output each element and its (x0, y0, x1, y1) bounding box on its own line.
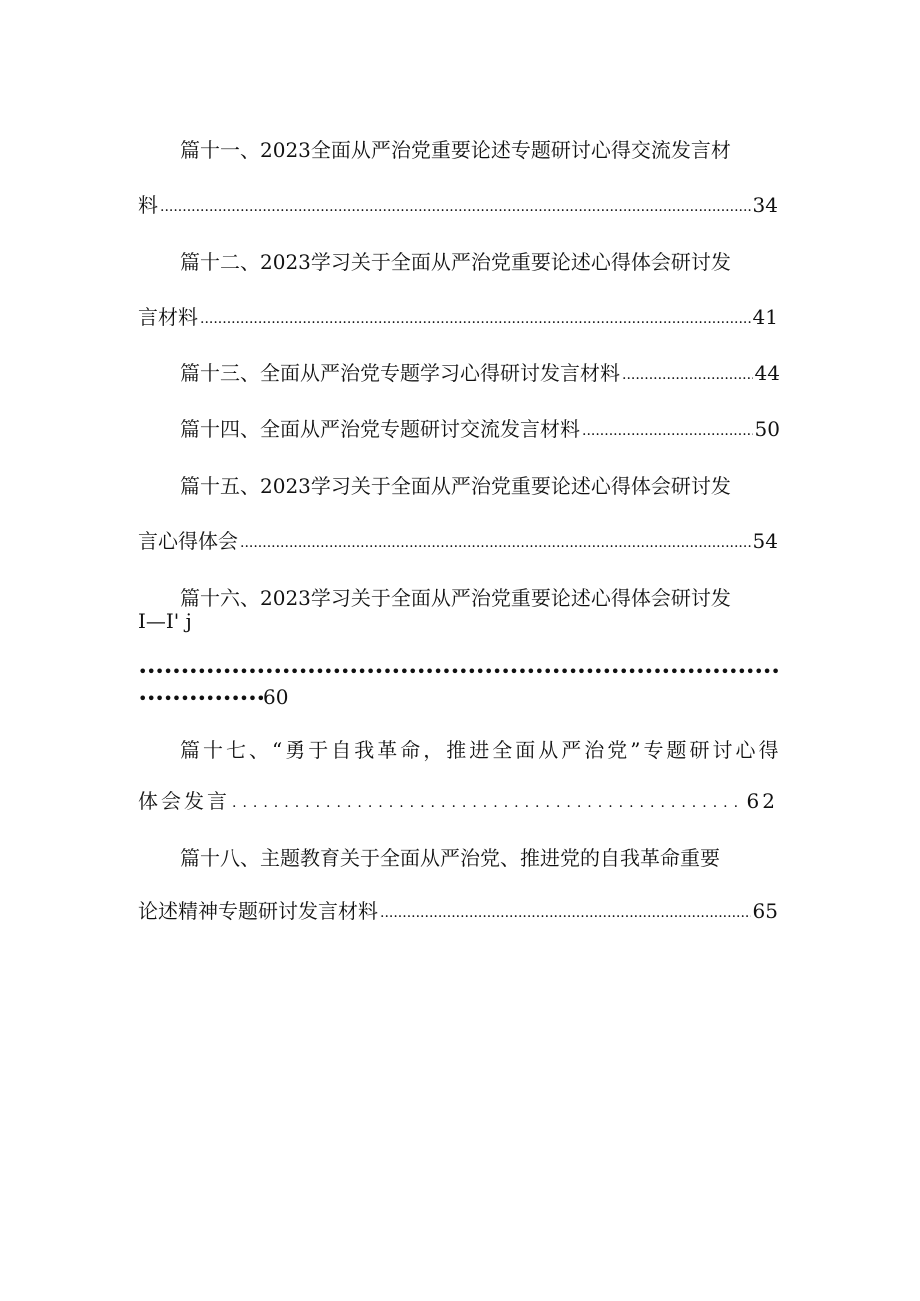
toc-entry-17-title[interactable] (180, 735, 780, 765)
toc-page-number: 60 (263, 687, 289, 707)
bullet-leader (138, 662, 778, 682)
toc-entry-11-title[interactable] (180, 135, 780, 165)
toc-entry-title: 篇十八、主题教育关于全面从严治党、推进党的自我革命重要 (180, 846, 720, 870)
toc-entry-title: 篇十四、全面从严治党专题研讨交流发言材料 (180, 417, 580, 441)
toc-entry-13[interactable] (180, 358, 780, 388)
toc-entry-title: 篇十五、2023学习关于全面从严治党重要论述心得体会研讨发 (180, 474, 731, 498)
toc-entry-12-continuation[interactable] (138, 302, 778, 332)
toc-page-number: 50 (754, 417, 780, 441)
toc-entry-17-continuation[interactable] (138, 786, 778, 816)
dot-leader (160, 192, 751, 222)
dot-leader (200, 304, 751, 334)
dot-leader (582, 416, 753, 446)
toc-entry-title: 篇十一、2023全面从严治党重要论述专题研讨心得交流发言材 (180, 138, 731, 162)
toc-entry-title-cont: 论述精神专题研讨发言材料 (138, 899, 378, 923)
toc-entry-15-continuation[interactable] (138, 526, 778, 556)
toc-page-number: 54 (752, 529, 778, 553)
toc-entry-title-cont: 言材料 (138, 305, 198, 329)
toc-entry-title: 篇十七、“勇于自我革命，推进全面从严治党”专题研讨心得 (180, 738, 782, 762)
toc-entry-16-continuation[interactable] (138, 606, 778, 636)
toc-entry-title-cont: 体会发言 (138, 789, 230, 813)
toc-entry-title-cont: 料 (138, 193, 158, 217)
dot-leader (240, 528, 751, 558)
toc-page-number: 65 (752, 899, 778, 923)
dot-leader (380, 898, 751, 928)
toc-entry-15-title[interactable] (180, 471, 780, 501)
toc-page-number: 44 (754, 361, 780, 385)
dot-leader (622, 360, 753, 390)
toc-page-number: 41 (752, 305, 778, 329)
toc-entry-title: 篇十二、2023学习关于全面从严治党重要论述心得体会研讨发 (180, 250, 731, 274)
toc-entry-title-cont: 言心得体会 (138, 529, 238, 553)
toc-entry-16-page-line[interactable] (138, 687, 778, 707)
dot-leader (232, 788, 745, 818)
toc-page-number: 34 (752, 193, 778, 217)
toc-entry-title: 篇十六、2023学习关于全面从严治党重要论述心得体会研讨发 (180, 586, 731, 610)
toc-page-number: 62 (746, 789, 778, 813)
toc-entry-11-continuation[interactable] (138, 190, 778, 220)
toc-entry-12-title[interactable] (180, 247, 780, 277)
bullet-leader (138, 689, 263, 707)
toc-entry-title: 篇十三、全面从严治党专题学习心得研讨发言材料 (180, 361, 620, 385)
toc-entry-18-continuation[interactable] (138, 896, 778, 926)
toc-entry-title-cont: I—I' j (138, 609, 192, 633)
toc-entry-18-title[interactable] (180, 843, 780, 873)
toc-entry-14[interactable] (180, 414, 780, 444)
